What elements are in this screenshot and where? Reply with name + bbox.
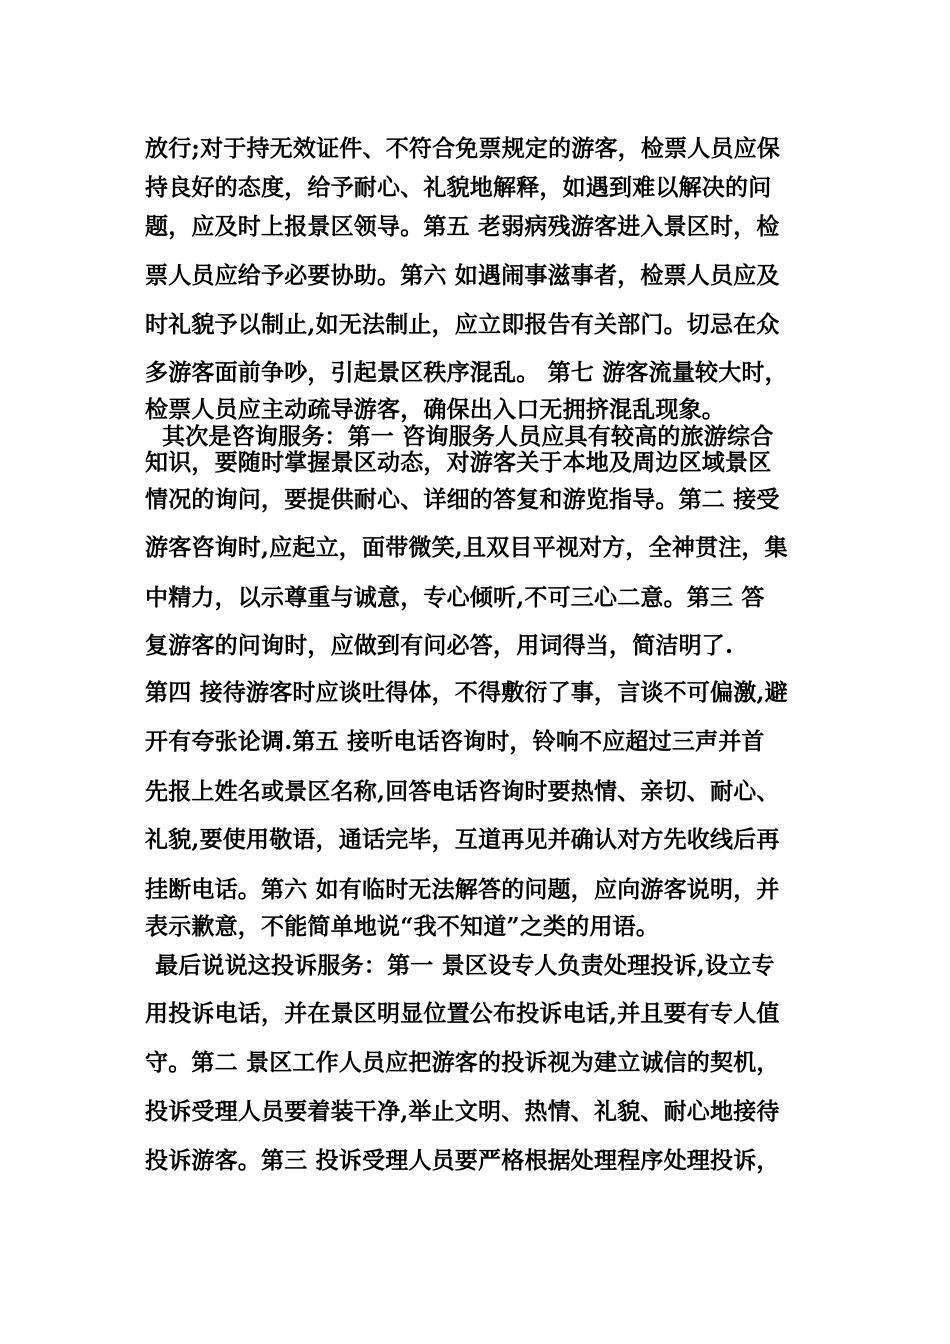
text-line: 持良好的态度，给予耐心、礼貌地解释，如遇到难以解决的问 [145,174,772,201]
text-line: 表示歉意，不能简单地说“我不知道”之类的用语。 [145,913,660,940]
text-line: 用投诉电话，并在景区明显位置公布投诉电话,并且要有专人值 [145,1000,780,1027]
text-line: 票人员应给予必要协助。第六 如遇闹事滋事者，检票人员应及 [145,262,780,289]
text-line: 时礼貌予以制止,如无法制止，应立即报告有关部门。切忌在众 [145,311,780,338]
text-line: 最后说说这投诉服务：第一 景区设专人负责处理投诉,设立专 [155,952,775,979]
text-line: 投诉受理人员要着装干净,举止文明、热情、礼貌、耐心地接待 [145,1098,780,1125]
text-line: 复游客的问询时，应做到有问必答，用词得当，简洁明了. [145,632,734,659]
text-line: 礼貌,要使用敬语，通话完毕，互道再见并确认对方先收线后再 [145,826,780,853]
text-line: 题，应及时上报景区领导。第五 老弱病残游客进入景区时，检 [145,213,780,240]
text-line: 中精力，以示尊重与诚意，专心倾听,不可三心二意。第三 答 [145,584,765,611]
text-line: 第四 接待游客时应谈吐得体，不得敷衍了事，言谈不可偏激,避 [145,679,788,706]
text-line: 多游客面前争吵，引起景区秩序混乱。 第七 游客流量较大时， [145,359,788,386]
text-line: 挂断电话。第六 如有临时无法解答的问题，应向游客说明，并 [145,876,780,903]
text-line: 先报上姓名或景区名称,回答电话咨询时要热情、亲切、耐心、 [145,778,780,805]
text-line: 投诉游客。第三 投诉受理人员要严格根据处理程序处理投诉， [145,1147,780,1174]
text-line: 检票人员应主动疏导游客，确保出入口无拥挤混乱现象。 [145,396,725,423]
text-line: 知识，要随时掌握景区动态，对游客关于本地及周边区域景区 [145,449,772,476]
text-line: 开有夸张论调.第五 接听电话咨询时，铃响不应超过三声并首 [145,728,765,755]
text-line: 守。第二 景区工作人员应把游客的投诉视为建立诚信的契机， [145,1049,780,1076]
text-line: 情况的询问，要提供耐心、详细的答复和游览指导。第二 接受 [145,486,780,513]
text-line: 放行;对于持无效证件、不符合免票规定的游客，检票人员应保 [145,135,781,162]
text-line: 其次是咨询服务：第一 咨询服务人员应具有较高的旅游综合 [162,423,774,450]
text-line: 游客咨询时,应起立，面带微笑,且双目平视对方，全神贯注，集 [145,534,788,561]
